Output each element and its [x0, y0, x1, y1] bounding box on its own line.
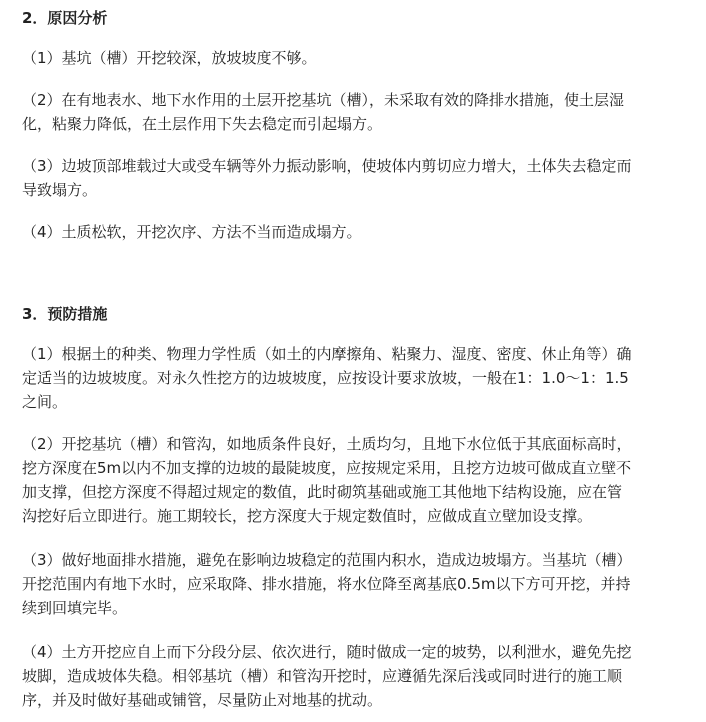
- text-line: （1）根据土的种类、物理力学性质（如土的内摩擦角、粘聚力、湿度、密度、休止角等）确: [22, 345, 632, 363]
- prevention-paragraph-4: [22, 640, 694, 712]
- cause-paragraph-1: [22, 46, 694, 70]
- text-line: 加支撑，但挖方深度不得超过规定的数值，此时砌筑基础或施工其他地下结构设施，应在管: [22, 483, 623, 501]
- text-line: 开挖范围内有地下水时，应采取降、排水措施，将水位降至离基底0.5m以下方可开挖，并持: [22, 575, 631, 593]
- prevention-paragraph-3: [22, 548, 694, 620]
- prevention-paragraph-2: [22, 432, 694, 528]
- text-line: 序，并及时做好基础或铺管，尽量防止对地基的扰动。: [22, 691, 383, 709]
- text-line: 坡脚，造成坡体失稳。相邻基坑（槽）和管沟开挖时，应遵循先深后浅或同时进行的施工顺: [22, 667, 623, 685]
- text-line: （3）边坡顶部堆载过大或受车辆等外力振动影响，使坡体内剪切应力增大，土体失去稳定而: [22, 157, 632, 175]
- text-line: 导致塌方。: [22, 181, 98, 199]
- cause-paragraph-2: [22, 88, 694, 136]
- text-line: 挖方深度在5m以内不加支撑的边坡的最陡坡度，应按规定采用，且挖方边坡可做成直立壁不: [22, 459, 632, 477]
- prevention-paragraph-1: [22, 342, 694, 414]
- text-line: （2）开挖基坑（槽）和管沟，如地质条件良好，土质均匀，且地下水位低于其底面标高时，: [22, 435, 632, 453]
- text-line: 沟挖好后立即进行。施工期较长，挖方深度大于规定数值时，应做成直立壁加设支撑。: [22, 507, 593, 525]
- cause-paragraph-4: [22, 220, 694, 244]
- section-heading-prevention-measures: 3．预防措施: [22, 305, 108, 323]
- text-line: （2）在有地表水、地下水作用的土层开挖基坑（槽），未采取有效的降排水措施，使土层湿: [22, 91, 625, 109]
- text-line: （4）土质松软，开挖次序、方法不当而造成塌方。: [22, 223, 362, 241]
- section-heading-cause-analysis: 2．原因分析: [22, 9, 108, 27]
- text-line: （4）土方开挖应自上而下分段分层、依次进行，随时做成一定的坡势，以利泄水，避免先挖: [22, 643, 632, 661]
- text-line: 定适当的边坡坡度。对永久性挖方的边坡坡度，应按设计要求放坡，一般在1：1.0～1：1.5: [22, 369, 629, 387]
- text-line: 续到回填完毕。: [22, 599, 128, 617]
- text-line: （3）做好地面排水措施，避免在影响边坡稳定的范围内积水，造成边坡塌方。当基坑（槽）: [22, 551, 632, 569]
- cause-paragraph-3: [22, 154, 694, 202]
- text-line: 化，粘聚力降低，在土层作用下失去稳定而引起塌方。: [22, 115, 383, 133]
- text-line: 之间。: [22, 393, 68, 411]
- text-line: （1）基坑（槽）开挖较深，放坡坡度不够。: [22, 49, 317, 67]
